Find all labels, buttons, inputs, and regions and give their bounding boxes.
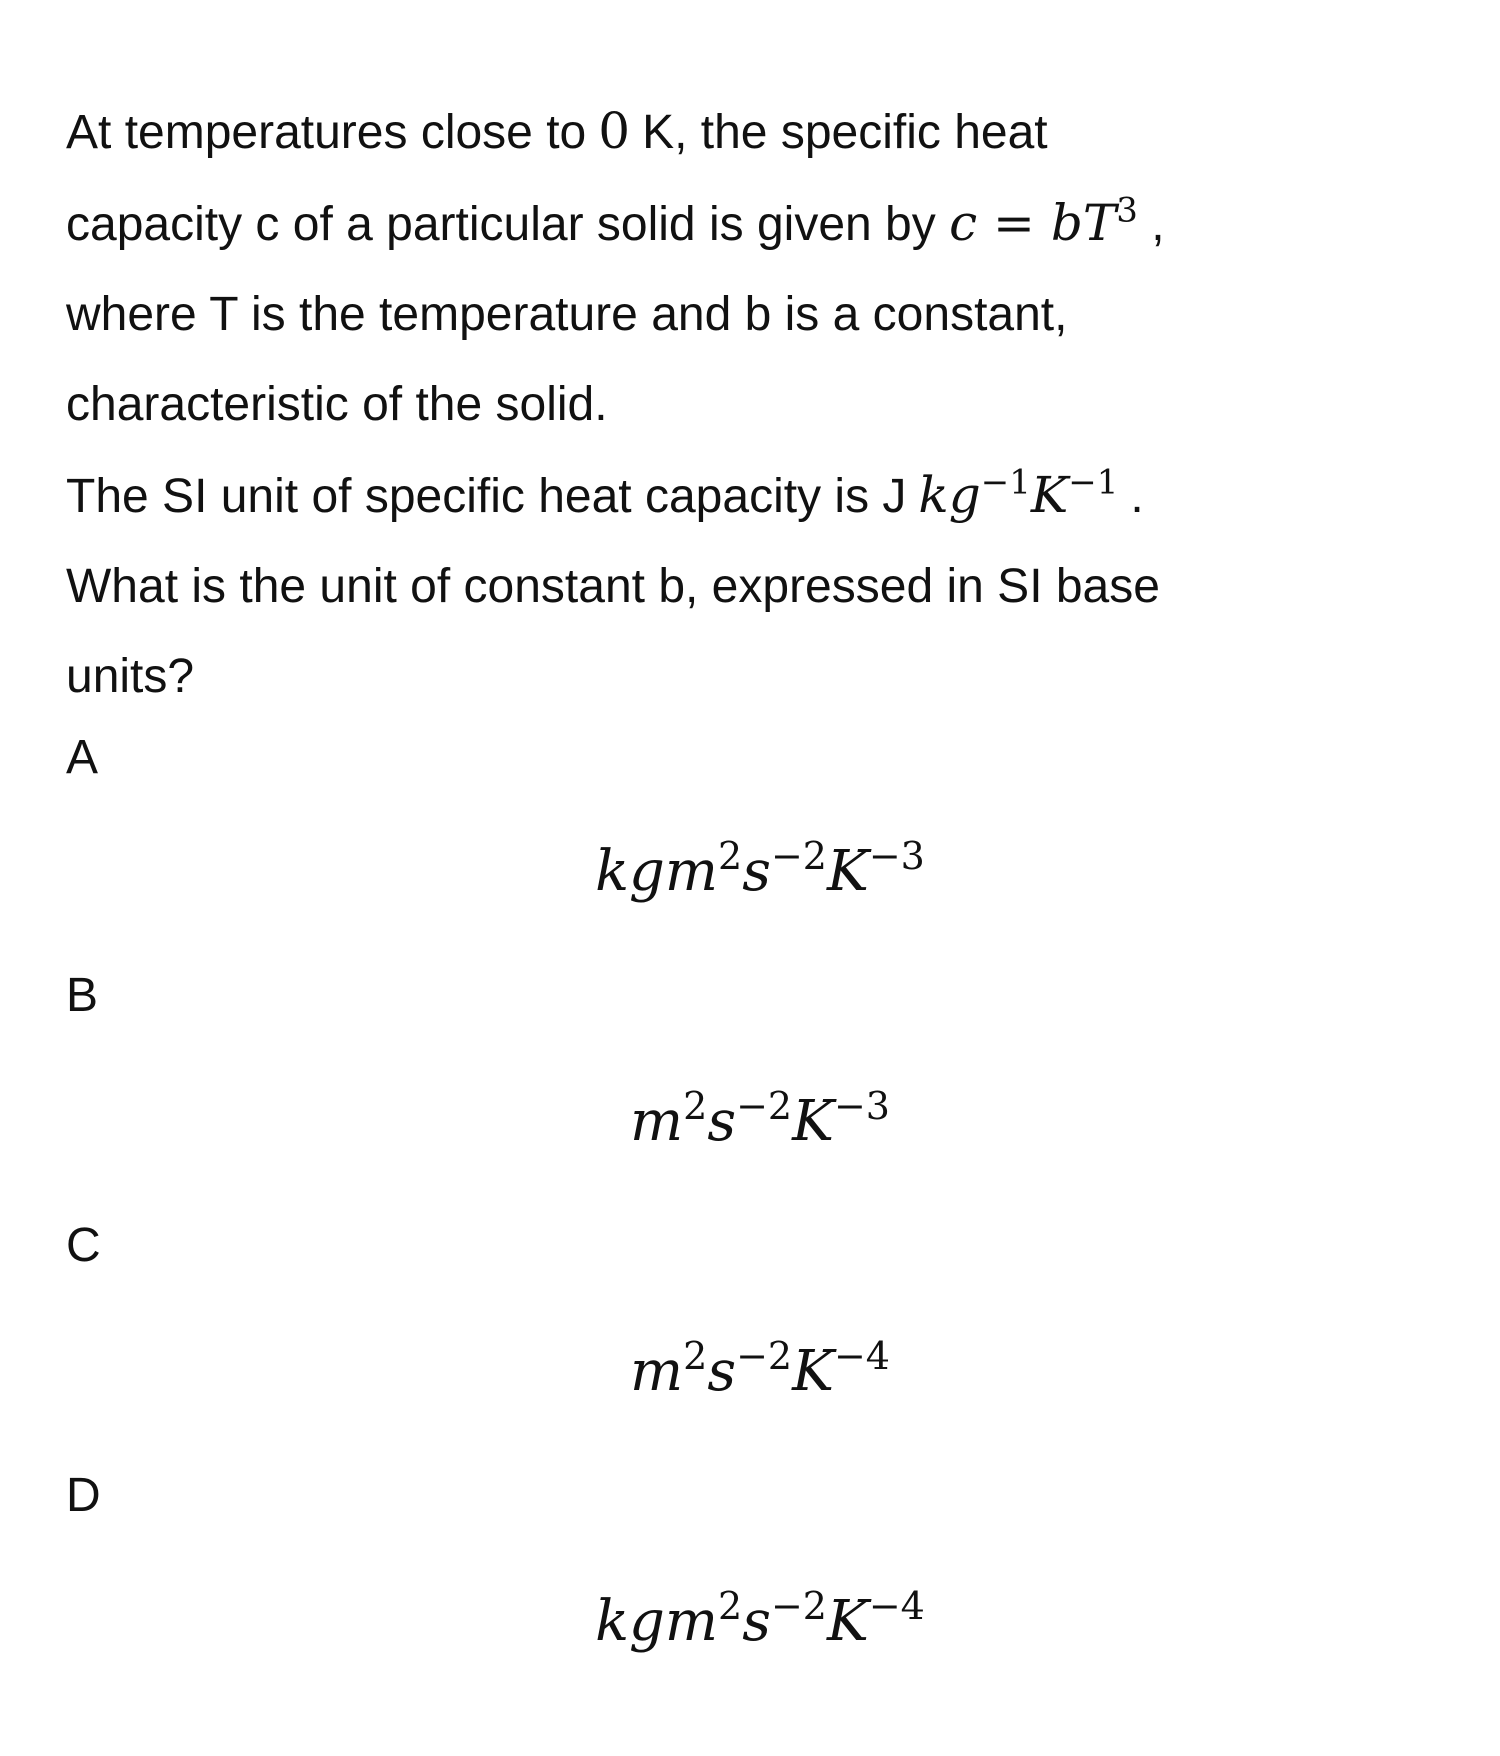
eq-lhs: c xyxy=(949,194,978,252)
unit-K-exponent: −4 xyxy=(833,1334,890,1379)
unit-m: m xyxy=(664,1589,719,1654)
text-span: capacity c of a particular solid is given by xyxy=(66,198,936,251)
eq-exponent: 3 xyxy=(1116,190,1138,231)
option-label: A xyxy=(66,731,99,784)
option-b[interactable] xyxy=(66,969,1434,1222)
eq-T: T xyxy=(1082,194,1117,252)
unit-K: K xyxy=(1030,466,1069,524)
unit-m: m xyxy=(630,1089,684,1154)
question-line-4: characteristic of the solid. xyxy=(66,378,608,431)
unit-m-exponent: 2 xyxy=(683,1084,708,1129)
question-text xyxy=(66,86,1434,722)
unit-kg: kg xyxy=(595,839,665,904)
answer-options xyxy=(66,722,1434,1722)
unit-s-exponent: −2 xyxy=(770,834,827,879)
math-zero: 0 xyxy=(598,102,631,160)
unit-s-exponent: −2 xyxy=(736,1334,793,1379)
unit-K-exponent: −1 xyxy=(1068,462,1119,503)
option-c[interactable] xyxy=(66,1219,1434,1472)
option-expression xyxy=(66,1084,1434,1222)
text-span: K, the specific heat xyxy=(642,106,1048,159)
option-expression xyxy=(66,834,1434,972)
text-span: , xyxy=(1151,198,1165,251)
unit-m: m xyxy=(630,1339,684,1404)
unit-m-exponent: 2 xyxy=(718,834,743,879)
text-span: . xyxy=(1130,470,1144,523)
unit-m: m xyxy=(664,839,719,904)
unit-s: s xyxy=(707,1339,737,1404)
question-line-7: units? xyxy=(66,650,195,703)
text-span: At temperatures close to xyxy=(66,106,587,159)
option-label: C xyxy=(66,1219,101,1272)
unit-s-exponent: −2 xyxy=(736,1084,793,1129)
unit-K: K xyxy=(792,1089,834,1154)
unit-m-exponent: 2 xyxy=(683,1334,708,1379)
unit-K-exponent: −3 xyxy=(833,1084,890,1129)
option-a[interactable] xyxy=(66,722,1434,972)
unit-expression xyxy=(918,462,1119,524)
unit-K: K xyxy=(826,839,869,904)
question-line-3: where T is the temperature and b is a constant, xyxy=(66,288,1068,341)
option-expression xyxy=(66,1334,1434,1472)
unit-K-exponent: −3 xyxy=(868,834,925,879)
question-line-1 xyxy=(66,86,1434,178)
unit-s-exponent: −2 xyxy=(770,1584,827,1629)
question-line-2 xyxy=(66,178,1434,270)
option-expression xyxy=(66,1584,1434,1722)
unit-kg: kg xyxy=(918,466,981,524)
option-label: B xyxy=(66,969,99,1022)
text-span: The SI unit of specific heat capacity is J xyxy=(66,470,907,523)
eq-b: b xyxy=(1050,194,1083,252)
unit-s: s xyxy=(742,839,771,904)
question-line-5 xyxy=(66,450,1434,542)
eq-sign: = xyxy=(993,194,1035,252)
unit-kg: kg xyxy=(595,1589,665,1654)
option-d[interactable] xyxy=(66,1469,1434,1722)
option-label: D xyxy=(66,1469,101,1522)
equation-c-bt3 xyxy=(949,190,1138,252)
unit-kg-exponent: −1 xyxy=(980,462,1031,503)
unit-m-exponent: 2 xyxy=(718,1584,743,1629)
unit-s: s xyxy=(742,1589,771,1654)
unit-K-exponent: −4 xyxy=(868,1584,925,1629)
unit-K: K xyxy=(792,1339,834,1404)
question-line-6: What is the unit of constant b, expressed in SI base xyxy=(66,560,1160,613)
unit-s: s xyxy=(707,1089,737,1154)
unit-K: K xyxy=(826,1589,869,1654)
